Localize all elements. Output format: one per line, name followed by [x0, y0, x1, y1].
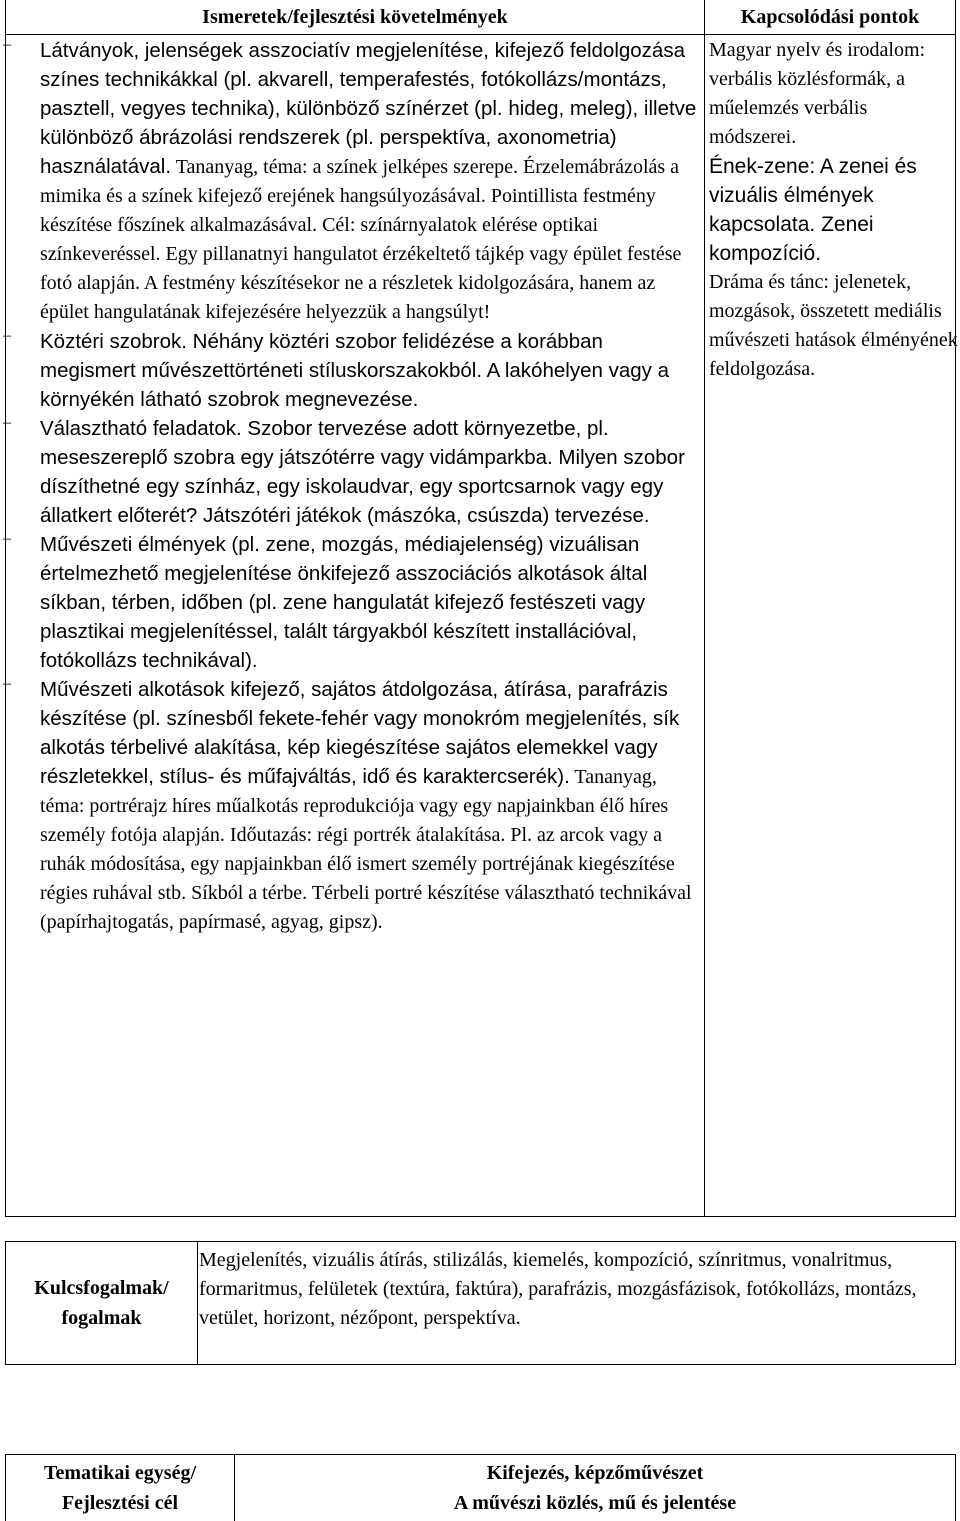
- connection-drama-dance: Dráma és tánc: jelenetek, mozgások, összetett mediális művészeti hatások élményének feldolgozása.: [709, 271, 958, 380]
- bullet-dash: –: [3, 327, 11, 344]
- keywords-table: [5, 1241, 956, 1365]
- keywords-label-line2: fogalmak: [61, 1307, 142, 1329]
- connection-music: Ének-zene: A zenei és vizuális élmények kapcsolata. Zenei kompozíció.: [709, 155, 917, 265]
- requirement-item-5: [3, 675, 704, 937]
- item-2-text: Köztéri szobrok. Néhány köztéri szobor felidézése a korábban megismert művészettörténeti stíluskorszakokból. A lakóhelyen vagy a környékén látható szobrok megnevezése.: [40, 330, 669, 411]
- item-4-text: Művészeti élmények (pl. zene, mozgás, médiajelenség) vizuálisan értelmezhető megjelenítése önkifejező asszociációs alkotások által síkban, térben, időben (pl. zene hangulatát kifejező festészeti vagy plasztikai megjelenítéssel, talált tárgyakból készített installációval, fotókollázs technikával).: [40, 533, 648, 672]
- header-requirements: Ismeretek/fejlesztési követelmények: [202, 6, 508, 28]
- theme-title: [235, 1455, 955, 1521]
- theme-title-line1: Kifejezés, képzőművészet: [486, 1462, 704, 1484]
- connection-hungarian-literature: Magyar nyelv és irodalom: verbális közlésformák, a műelemzés verbális módszerei.: [709, 39, 926, 148]
- requirement-item-1: [3, 36, 704, 327]
- header-divider: [6, 34, 955, 35]
- column-divider: [704, 34, 705, 1217]
- keywords-label: [6, 1242, 198, 1364]
- bullet-dash: –: [3, 530, 11, 547]
- item-3-text: Választható feladatok. Szobor tervezése adott környezetbe, pl. meseszereplő szobra egy játszótérre vagy vidámparkba. Milyen szobor díszíthetné egy színház, egy iskolaudvar, egy sportcsarnok vagy egy állatkert előterét? Játszótéri játékok (mászóka, csúszda) tervezése.: [40, 417, 685, 527]
- theme-title-line2: A művészi közlés, mű és jelentése: [453, 1492, 737, 1514]
- requirement-item-3: [3, 414, 704, 530]
- table-header-row: [6, 0, 955, 34]
- requirement-item-2: [3, 327, 704, 414]
- theme-label-line1: Tematikai egység/: [43, 1462, 197, 1484]
- requirement-item-4: [3, 530, 704, 675]
- item-5-text: Művészeti alkotások kifejező, sajátos átdolgozása, átírása, parafrázis készítése (pl. színesből fekete-fehér vagy monokróm megjelenítés, sík alkotás térbelivé alakítása, kép kiegészítése sajátos elemekkel vagy részletekkel, stílus- és műfajváltás, idő és karaktercserék).: [40, 678, 680, 788]
- theme-label: [6, 1455, 235, 1521]
- item-5-topic: Tananyag, téma: portrérajz híres műalkotás reprodukciója vagy egy napjainkban élő híres személy fotója alapján. Időutazás: régi portrék átalakítása. Pl. az arcok vagy a ruhák módosítása, egy napjainkban élő ismert személy portréjának kiegészítése régies ruhával stb. Síkból a térbe. Térbeli portré készítése választható technikával (papírhajtogatás, papírmasé, agyag, gipsz).: [40, 766, 692, 933]
- bullet-dash: –: [3, 675, 11, 692]
- keywords-text: Megjelenítés, vizuális átírás, stilizálás, kiemelés, kompozíció, színritmus, vonalritmus, formaritmus, felületek (textúra, faktúra), parafrázis, mozgásfázisok, fotókollázs, montázs, vetület, horizont, nézőpont, perspektíva.: [199, 1249, 917, 1329]
- header-connections: Kapcsolódási pontok: [704, 0, 955, 34]
- item-1-text: Látványok, jelenségek asszociatív megjelenítése, kifejező feldolgozása színes technikákkal (pl. akvarell, temperafestés, fotókollázs/montázs, pasztell, vegyes technika), különböző színérzet (pl. hideg, meleg), illetve különböző ábrázolási rendszerek (pl. perspektíva, axonometria) használatával.: [40, 39, 697, 178]
- keywords-label-line1: Kulcsfogalmak/: [34, 1277, 169, 1299]
- bullet-dash: –: [3, 414, 11, 431]
- bullet-dash: –: [3, 36, 11, 53]
- item-1-topic: Tananyag, téma: a színek jelképes szerepe. Érzelemábrázolás a mimika és a színek kifejező erejének hangsúlyozásával. Pointillista festmény készítése főszínek alkalmazásával. Cél: színárnyalatok elérése optikai színkeveréssel. Egy pillanatnyi hangulatot érzékeltető tájkép vagy épület festése fotó alapján. A festmény készítésekor ne a részletek kidolgozására, hanem az épület hangulatának kifejezésére helyezzük a hangsúlyt!: [40, 156, 682, 323]
- requirements-column: [3, 36, 704, 937]
- connections-column: [709, 36, 959, 384]
- requirements-table: [5, 0, 956, 1217]
- theme-label-line2: Fejlesztési cél: [61, 1492, 179, 1514]
- theme-table: [5, 1454, 956, 1521]
